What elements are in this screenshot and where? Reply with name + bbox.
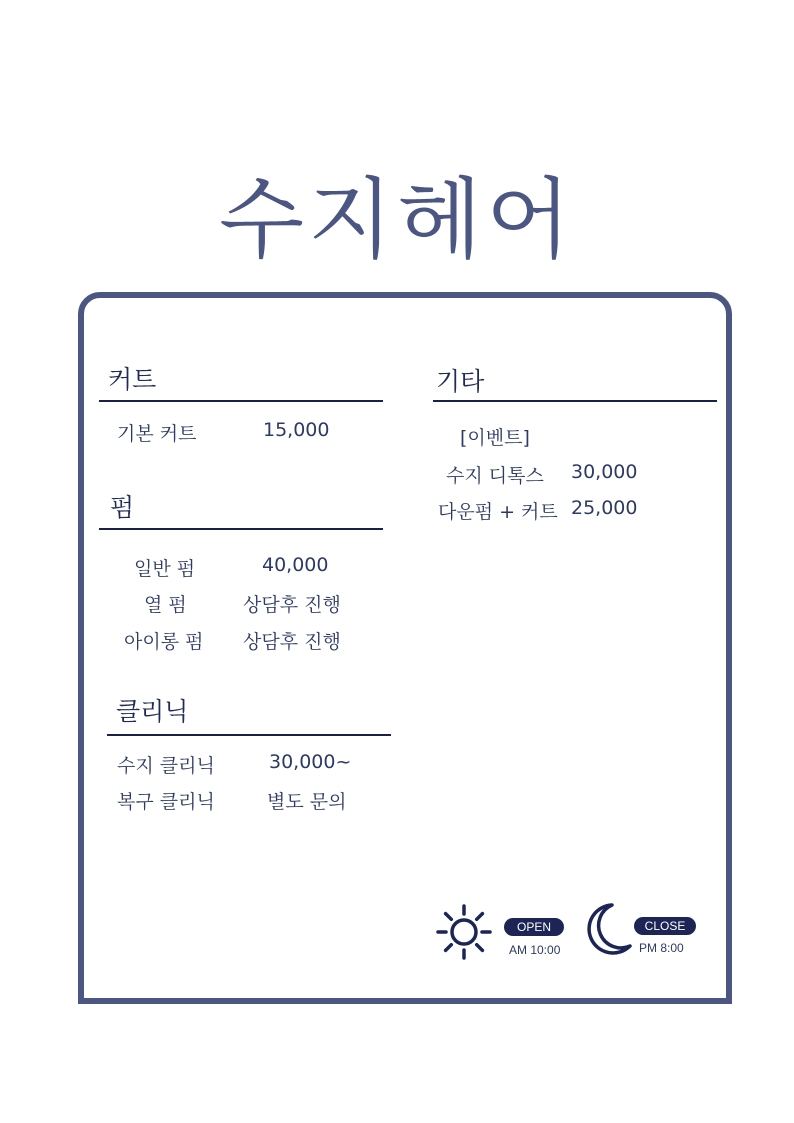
- event-label: [이벤트]: [460, 427, 530, 449]
- menu-item-price: 25,000: [571, 497, 638, 519]
- sun-icon: [434, 902, 494, 962]
- menu-item-name: 아이롱 펌: [124, 631, 204, 653]
- menu-item-name: 다운펌 + 커트: [438, 501, 558, 523]
- page-title: 수지헤어: [218, 168, 576, 271]
- section-title-clinic: 클리닉: [116, 697, 189, 726]
- menu-item-price: 30,000: [571, 461, 638, 483]
- section-divider-cut: [99, 400, 383, 402]
- menu-item-price: 40,000: [262, 554, 329, 576]
- open-badge: OPEN: [504, 918, 564, 936]
- section-title-cut: 커트: [108, 365, 157, 394]
- menu-item-price: 상담후 진행: [243, 631, 341, 653]
- menu-item-price: 별도 문의: [267, 791, 347, 813]
- section-divider-clinic: [107, 734, 391, 736]
- menu-item-price: 15,000: [263, 419, 330, 441]
- close-time: PM 8:00: [639, 941, 684, 955]
- moon-icon: [582, 902, 634, 956]
- menu-item-name: 복구 클리닉: [117, 791, 215, 813]
- menu-item-name: 수지 디톡스: [446, 465, 544, 487]
- menu-item-name: 수지 클리닉: [117, 755, 215, 777]
- section-divider-perm: [99, 528, 383, 530]
- section-title-perm: 펌: [110, 493, 135, 522]
- menu-item-price: 상담후 진행: [243, 594, 341, 616]
- menu-item-name: 열 펌: [144, 594, 187, 616]
- menu-item-price: 30,000~: [269, 751, 352, 773]
- menu-item-name: 기본 커트: [117, 423, 197, 445]
- section-divider-etc: [433, 400, 717, 402]
- menu-item-name: 일반 펌: [134, 558, 196, 580]
- close-badge: CLOSE: [634, 917, 696, 935]
- open-time: AM 10:00: [509, 943, 561, 957]
- section-title-etc: 기타: [436, 367, 485, 396]
